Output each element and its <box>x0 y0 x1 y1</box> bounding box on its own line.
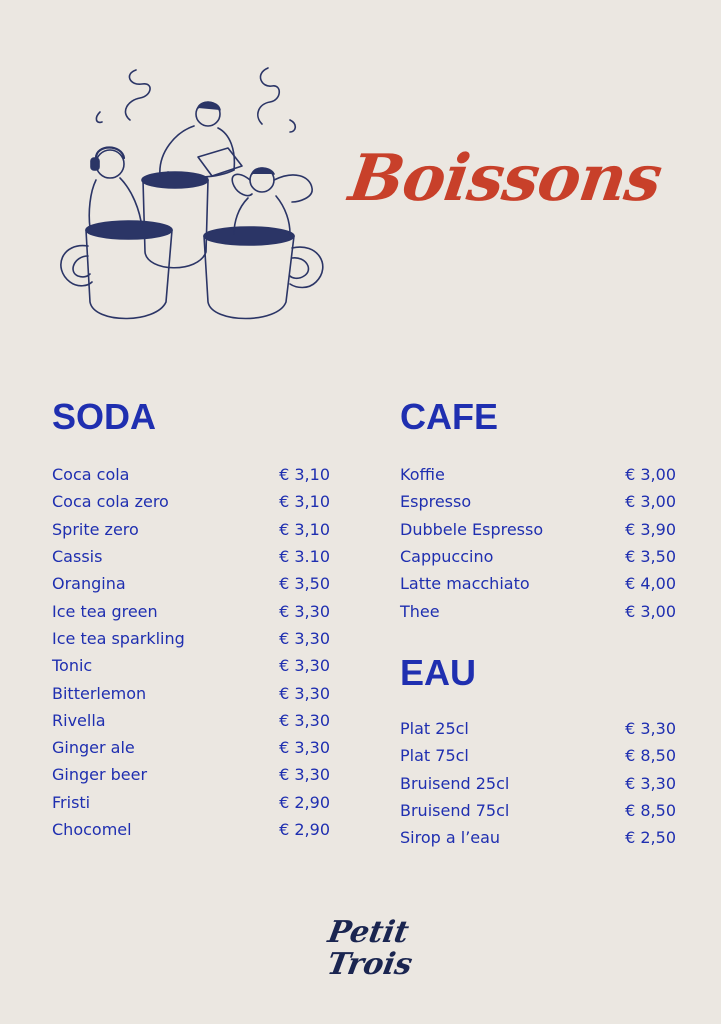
item-name: Sirop a l’eau <box>400 828 501 848</box>
item-price: € 2,90 <box>279 792 330 812</box>
item-price: € 3,50 <box>625 547 676 567</box>
item-name: Plat 25cl <box>400 719 469 739</box>
item-price: € 3,30 <box>279 738 330 758</box>
item-price: € 8,50 <box>625 746 676 766</box>
menu-item <box>52 707 330 734</box>
item-price: € 3,30 <box>279 656 330 676</box>
item-price: € 3,10 <box>279 519 330 539</box>
menu-item <box>400 543 676 570</box>
item-name: Coca cola zero <box>52 492 169 512</box>
item-name: Thee <box>400 601 440 621</box>
menu-item <box>52 516 330 543</box>
item-name: Orangina <box>52 574 126 594</box>
item-price: € 3.10 <box>279 547 330 567</box>
item-name: Dubbele Espresso <box>400 519 544 539</box>
eau-heading: EAU <box>400 652 477 693</box>
eau-list <box>400 715 676 851</box>
item-price: € 3,00 <box>625 601 676 621</box>
menu-item <box>52 461 330 488</box>
item-name: Koffie <box>400 465 445 485</box>
item-price: € 3,00 <box>625 492 676 512</box>
item-price: € 3,90 <box>625 519 676 539</box>
item-name: Bruisend 25cl <box>400 773 510 793</box>
logo-line-1: Petit <box>325 915 412 950</box>
item-price: € 3,00 <box>625 465 676 485</box>
menu-item <box>400 488 676 515</box>
soda-list <box>52 461 330 843</box>
item-price: € 3,30 <box>625 773 676 793</box>
item-name: Plat 75cl <box>400 746 469 766</box>
item-name: Latte macchiato <box>400 574 530 594</box>
item-name: Ice tea sparkling <box>52 628 185 648</box>
item-name: Ginger ale <box>52 738 135 758</box>
menu-item <box>52 789 330 816</box>
menu-item <box>52 734 330 761</box>
logo-line-2: Trois <box>324 947 415 982</box>
menu-item <box>52 488 330 515</box>
item-price: € 3,30 <box>279 710 330 730</box>
soda-heading: SODA <box>52 396 157 437</box>
menu-item <box>400 797 676 824</box>
menu-item <box>400 770 676 797</box>
item-name: Coca cola <box>52 465 130 485</box>
item-name: Sprite zero <box>52 519 139 539</box>
menu-item <box>52 652 330 679</box>
item-name: Ice tea green <box>52 601 158 621</box>
menu-item <box>400 570 676 597</box>
item-name: Cappuccino <box>400 547 494 567</box>
item-price: € 3,30 <box>279 628 330 648</box>
cafe-heading: CAFE <box>400 396 498 437</box>
item-price: € 3,30 <box>279 601 330 621</box>
item-price: € 3,10 <box>279 492 330 512</box>
menu-item <box>400 742 676 769</box>
menu-item <box>400 715 676 742</box>
item-name: Bruisend 75cl <box>400 801 510 821</box>
petit-trois-logo <box>292 915 428 1008</box>
menu-item <box>52 543 330 570</box>
menu-item <box>52 625 330 652</box>
menu-item <box>52 816 330 843</box>
menu-item <box>52 761 330 788</box>
item-price: € 8,50 <box>625 801 676 821</box>
item-name: Tonic <box>52 656 93 676</box>
item-name: Fristi <box>52 792 91 812</box>
menu-item <box>52 679 330 706</box>
item-price: € 4,00 <box>625 574 676 594</box>
item-name: Rivella <box>52 710 106 730</box>
item-name: Chocomel <box>52 820 132 839</box>
item-name: Cassis <box>52 547 103 567</box>
cafe-list <box>400 461 676 625</box>
item-price: € 3,30 <box>279 765 330 785</box>
item-price: € 2,50 <box>625 828 676 848</box>
item-price: € 3,10 <box>279 465 330 485</box>
menu-item <box>400 597 676 624</box>
item-price: € 3,30 <box>279 683 330 703</box>
menu-title: Boissons <box>344 140 666 216</box>
item-price: € 3,30 <box>625 719 676 739</box>
menu-item <box>400 824 676 851</box>
menu-item <box>52 570 330 597</box>
item-name: Ginger beer <box>52 765 148 785</box>
item-name: Espresso <box>400 492 472 512</box>
menu-item <box>400 516 676 543</box>
item-price: € 3,50 <box>279 574 330 594</box>
menu-item <box>52 597 330 624</box>
item-name: Bitterlemon <box>52 683 147 703</box>
people-in-coffee-cups-illustration <box>48 62 338 322</box>
menu-item <box>400 461 676 488</box>
item-price: € 2,90 <box>279 820 330 839</box>
